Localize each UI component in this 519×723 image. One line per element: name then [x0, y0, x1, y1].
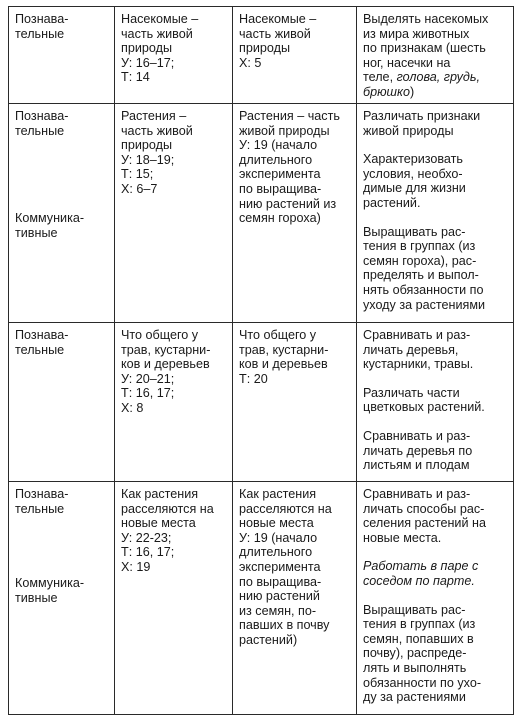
topic-cell: Растения – часть живой природы У: 18–19; Т: 15; Х: 6–7 — [115, 104, 233, 323]
topic-reference-cell: Как растения расселяются на новые места У: 19 (начало длительного эксперимента по выращива- нию растений из семян, по- павших в почву растений) — [233, 482, 357, 715]
table-row — [9, 482, 514, 715]
topic-cell: Насекомые – часть живой природы У: 16–17; Т: 14 — [115, 7, 233, 104]
topic-reference-cell: Растения – часть живой природы У: 19 (начало длительного эксперимента по выращива- нию растений из семян гороха) — [233, 104, 357, 323]
uud-type-cell: Познава- тельные Коммуника- тивные — [9, 482, 115, 715]
activities-cell: Сравнивать и раз- личать деревья, кустарники, травы. Различать части цветковых растений. Сравнивать и раз- личать деревья по листьям и плодам — [357, 323, 514, 482]
activities-cell: Выделять насекомых из мира животных по признакам (шесть ног, насечки на теле, голова, грудь, брюшко) — [357, 7, 514, 104]
topic-reference-cell: Что общего у трав, кустарни- ков и деревьев Т: 20 — [233, 323, 357, 482]
table-row — [9, 323, 514, 482]
uud-type-cell: Познава- тельные Коммуника- тивные — [9, 104, 115, 323]
uud-type-cell: Познава- тельные — [9, 323, 115, 482]
topic-cell: Что общего у трав, кустарни- ков и деревьев У: 20–21; Т: 16, 17; Х: 8 — [115, 323, 233, 482]
activities-cell: Сравнивать и раз- личать способы рас- селения растений на новые места. Работать в паре с соседом по парте. Выращивать рас- тения в группах (из семян, попавших в почву), распреде- лять и выполнять обязанности по ухо- ду за растениями — [357, 482, 514, 715]
uud-type-cell: Познава- тельные — [9, 7, 115, 104]
topic-reference-cell: Насекомые – часть живой природы Х: 5 — [233, 7, 357, 104]
activities-cell: Различать признаки живой природы Характеризовать условия, необхо- димые для жизни растений. Выращивать рас- тения в группах (из семян гороха), рас- пределять и выпол- нять обязанности по уходу за растениями — [357, 104, 514, 323]
table-row — [9, 104, 514, 323]
lesson-plan-table — [8, 6, 514, 715]
table-row — [9, 7, 514, 104]
topic-cell: Как растения расселяются на новые места У: 22-23; Т: 16, 17; Х: 19 — [115, 482, 233, 715]
